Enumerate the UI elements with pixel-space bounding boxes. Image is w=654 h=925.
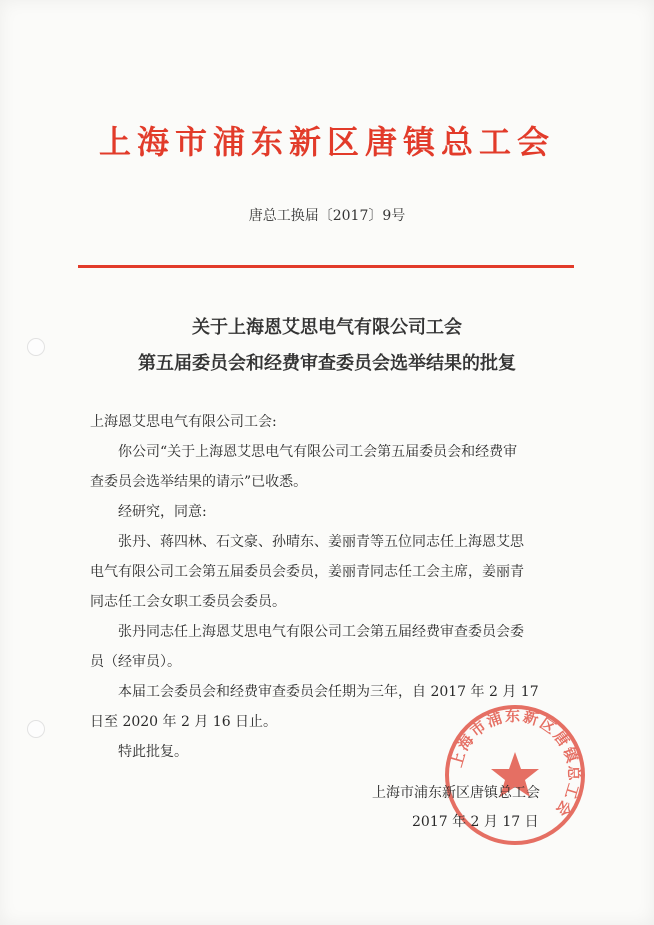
seal-text: 上海市浦东新区唐镇总工会 <box>447 706 584 822</box>
body-line: 查委员会选举结果的请示”已收悉。 <box>90 474 308 490</box>
body-line: 同志任工会女职工委员会委员。 <box>90 594 286 610</box>
body-line: 张丹、蒋四林、石文豪、孙晴东、姜丽青等五位同志任上海恩艾思 <box>118 534 524 550</box>
document-title <box>0 310 654 382</box>
document-title-line-1: 关于上海恩艾思电气有限公司工会 <box>192 317 462 338</box>
punch-hole-icon <box>27 720 45 738</box>
salutation: 上海恩艾思电气有限公司工会: <box>90 414 277 430</box>
document-number: 唐总工换届〔2017〕9号 <box>248 208 406 224</box>
signature-date: 2017 年 2 月 17 日 <box>412 814 539 830</box>
body-line: 张丹同志任上海恩艾思电气有限公司工会第五届经费审查委员会委 <box>118 624 524 640</box>
document-title-line-2: 第五届委员会和经费审查委员会选举结果的批复 <box>138 353 516 374</box>
body-line: 特此批复。 <box>118 744 188 760</box>
body-line: 日至 2020 年 2 月 16 日止。 <box>90 714 278 730</box>
body-line: 经研究，同意: <box>118 504 207 520</box>
signature-organization: 上海市浦东新区唐镇总工会 <box>372 785 540 801</box>
body-line: 员（经审员）。 <box>90 654 181 670</box>
body-line: 电气有限公司工会第五届委员会委员，姜丽青同志任工会主席，姜丽青 <box>90 564 524 580</box>
red-divider-rule <box>78 265 574 268</box>
body-line: 本届工会委员会和经费审查委员会任期为三年，自 2017 年 2 月 17 <box>118 684 539 700</box>
body-line: 你公司“关于上海恩艾思电气有限公司工会第五届委员会和经费审 <box>118 444 518 460</box>
letterhead-title: 上海市浦东新区唐镇总工会 <box>98 123 555 161</box>
